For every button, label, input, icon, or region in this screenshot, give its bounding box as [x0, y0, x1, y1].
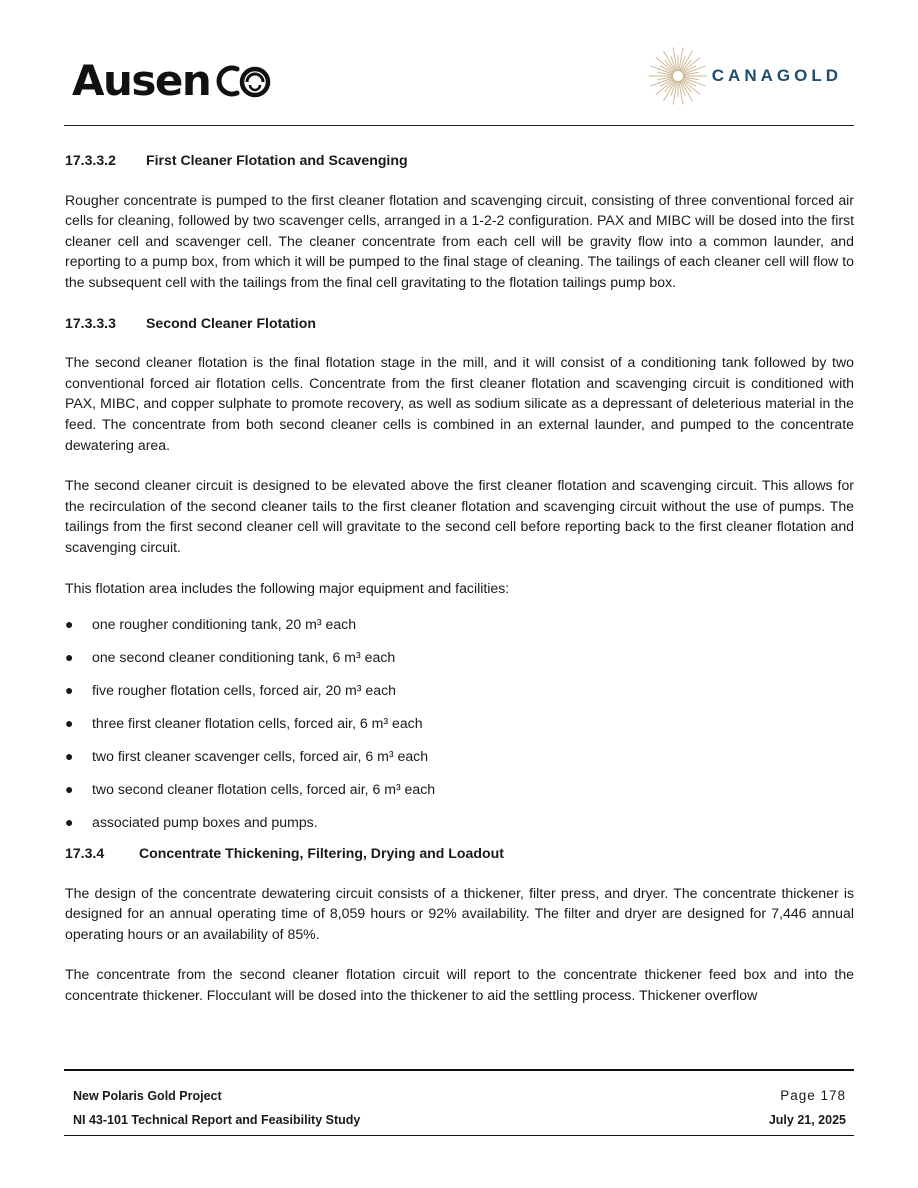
bullet-icon: ● [65, 814, 74, 831]
section-number: 17.3.4 [65, 845, 105, 862]
list-item: ● one rougher conditioning tank, 20 m³ each [65, 614, 854, 647]
section-heading [65, 843, 854, 864]
equipment-list [65, 614, 854, 845]
page-header [64, 40, 854, 126]
paragraph: The second cleaner flotation is the final flotation stage in the mill, and it will consist of a conditioning tank followed by two conventional forced air flotation cells. Concentrate from the first cleaner flotation and scavenging circuit is conditioned with PAX, MIBC, and copper sulphate to promote recovery, as well as sodium silicate as a depressant of deleterious material in the feed. The concentrate from both second cleaner cells is combined in an external launder, and pumped to the concentrate dewatering area. [65, 354, 854, 453]
ausenco-logo [72, 58, 275, 104]
section-title: Second Cleaner Flotation [146, 314, 316, 331]
section-number: 17.3.3.3 [65, 314, 116, 331]
section-title: Concentrate Thickening, Filtering, Drying and Loadout [139, 845, 504, 862]
section-number: 17.3.3.2 [65, 152, 116, 168]
header-divider [64, 125, 854, 126]
bullet-icon: ● [65, 616, 74, 633]
bullet-icon: ● [65, 748, 74, 765]
paragraph: Rougher concentrate is pumped to the first cleaner flotation and scavenging circuit, consisting of three conventional forced air cells for cleaning, followed by two scavenger cells, arranged in a 1-2-2 configuration. PAX and MIBC will be dosed into the first cleaner cell and scavenger cell. The cleaner concentrate from each cell will be gravity flow into a common launder, and reporting to a pump box, from which it will be pumped to the final stage of cleaning. The tailings of each cleaner cell will flow to the subsequent cell with the tailings from the final cell gravitating to the flotation tailings pump box. [65, 191, 854, 290]
section-heading [65, 150, 854, 171]
ausenco-wordmark: Ausen [72, 56, 211, 105]
bullet-icon: ● [65, 649, 74, 666]
bullet-icon: ● [65, 781, 74, 798]
footer-divider-bottom [64, 1135, 854, 1136]
page-number: Page 178 [780, 1088, 846, 1103]
section-heading [65, 313, 854, 334]
list-item: ● two second cleaner flotation cells, forced air, 6 m³ each [65, 779, 854, 812]
paragraph: This flotation area includes the following major equipment and facilities: [65, 579, 510, 596]
canagold-logo [648, 44, 842, 108]
ausenco-swirl-icon [211, 61, 275, 101]
footer-right [769, 1084, 846, 1132]
list-item: ● associated pump boxes and pumps. [65, 812, 854, 845]
paragraph: The concentrate from the second cleaner flotation circuit will report to the concentrate thickener feed box and into the concentrate thickener. Flocculant will be dosed into the thickener to aid the settling process. Thickener overflow [65, 966, 854, 1004]
footer-left [73, 1084, 360, 1132]
document-body [65, 150, 854, 1006]
list-item: ● one second cleaner conditioning tank, 6 m³ each [65, 647, 854, 680]
canagold-wordmark: CANAGOLD [711, 66, 842, 85]
section-title: First Cleaner Flotation and Scavenging [146, 152, 408, 168]
footer-divider-top [64, 1069, 854, 1071]
report-name: NI 43-101 Technical Report and Feasibility Study [73, 1113, 361, 1127]
bullet-icon: ● [65, 715, 74, 732]
paragraph: The second cleaner circuit is designed to be elevated above the first cleaner flotation and scavenging circuit. This allows for the recirculation of the second cleaner tails to the first cleaner flotation and scavenging circuit without the use of pumps. The tailings from the first second cleaner cell will gravitate to the second cell before reporting back to the first cleaner flotation and scavenging circuit. [65, 477, 854, 555]
paragraph: The design of the concentrate dewatering circuit consists of a thickener, filter press, and dryer. The concentrate thickener is designed for an annual operating time of 8,059 hours or 92% availability. The filter and dryer are designed for 7,446 annual operating hours or an availability of 85%. [65, 884, 854, 942]
list-item: ● two first cleaner scavenger cells, forced air, 6 m³ each [65, 746, 854, 779]
list-item: ● three first cleaner flotation cells, forced air, 6 m³ each [65, 713, 854, 746]
bullet-icon: ● [65, 682, 74, 699]
report-date: July 21, 2025 [768, 1113, 846, 1127]
project-name: New Polaris Gold Project [73, 1089, 222, 1103]
sunburst-icon [648, 45, 708, 107]
list-item: ● five rougher flotation cells, forced air, 20 m³ each [65, 680, 854, 713]
